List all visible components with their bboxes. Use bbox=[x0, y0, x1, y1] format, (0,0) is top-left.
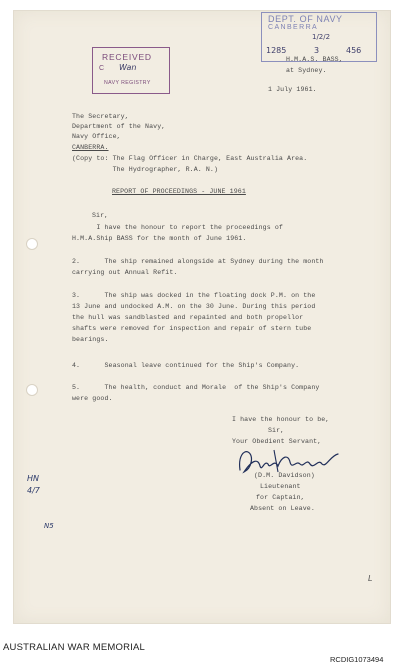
ship-name-line: H.M.A.S. BASS, bbox=[286, 56, 343, 63]
margin-date: 4/7 bbox=[27, 486, 40, 495]
paragraph-3-line: shafts were removed for inspection and repair of stern tube bbox=[72, 325, 312, 332]
punch-hole-bottom bbox=[26, 384, 38, 396]
received-code: C bbox=[99, 65, 105, 72]
paragraph-2-line: 2. The ship remained alongside at Sydney during the month bbox=[72, 258, 324, 265]
received-label: RECEIVED bbox=[102, 52, 152, 62]
paragraph-3-line: 3. The ship was docked in the floating dock P.M. on the bbox=[72, 292, 316, 299]
stamp-file-ref: 1/2/2 bbox=[312, 33, 331, 41]
closing-line: Sir, bbox=[268, 427, 285, 434]
received-stamp bbox=[92, 47, 170, 94]
paragraph-3-line: bearings. bbox=[72, 336, 109, 343]
location-line: at Sydney. bbox=[286, 67, 327, 74]
closing-line: I have the honour to be, bbox=[232, 416, 330, 423]
paragraph-5-line: were good. bbox=[72, 395, 113, 402]
archive-footer-title: AUSTRALIAN WAR MEMORIAL bbox=[3, 642, 146, 653]
received-handwriting: Wan bbox=[119, 63, 137, 72]
closing-line: Your Obedient Servant, bbox=[232, 438, 322, 445]
paragraph-4-line: 4. Seasonal leave continued for the Ship's Company. bbox=[72, 362, 300, 369]
stamp-number-3: 456 bbox=[346, 46, 362, 55]
signatory-capacity: for Captain, bbox=[256, 494, 305, 501]
paragraph-2-line: carrying out Annual Refit. bbox=[72, 269, 178, 276]
paragraph-3-line: the hull was sandblasted and repainted and both propellor bbox=[72, 314, 304, 321]
stamp-city-line: CANBERRA bbox=[268, 24, 319, 31]
signatory-rank: Lieutenant bbox=[260, 483, 301, 490]
paragraph-1-line: I have the honour to report the proceedings of bbox=[72, 224, 283, 231]
address-line: Department of the Navy, bbox=[72, 123, 166, 130]
navy-department-stamp bbox=[261, 12, 377, 62]
signatory-name: (D.M. Davidson) bbox=[254, 472, 315, 479]
copy-to-line: The Hydrographer, R.A. N.) bbox=[72, 166, 219, 173]
corner-mark: L bbox=[368, 574, 373, 583]
margin-initials: HN bbox=[27, 474, 39, 483]
report-subject: REPORT OF PROCEEDINGS - JUNE 1961 bbox=[112, 188, 246, 195]
punch-hole-top bbox=[26, 238, 38, 250]
stamp-dept-line: DEPT. OF NAVY bbox=[268, 14, 343, 24]
paragraph-1-line: H.M.A.Ship BASS for the month of June 1961. bbox=[72, 235, 247, 242]
signatory-note: Absent on Leave. bbox=[250, 505, 315, 512]
address-line: Navy Office, bbox=[72, 133, 121, 140]
archive-record-id: RCDIG1073494 bbox=[330, 655, 384, 664]
navy-registry-label: NAVY REGISTRY bbox=[104, 80, 151, 86]
address-city: CANBERRA. bbox=[72, 144, 109, 151]
salutation: Sir, bbox=[92, 212, 109, 219]
stamp-number-2: 3 bbox=[314, 46, 320, 55]
letter-date: 1 July 1961. bbox=[268, 86, 317, 93]
address-line: The Secretary, bbox=[72, 113, 129, 120]
stamp-number-1: 1285 bbox=[266, 46, 287, 55]
paragraph-3-line: 13 June and undocked A.M. on the 30 June. During this period bbox=[72, 303, 316, 310]
margin-note: N5 bbox=[44, 522, 54, 530]
copy-to-line: (Copy to: The Flag Officer in Charge, East Australia Area. bbox=[72, 155, 308, 162]
paragraph-5-line: 5. The health, conduct and Morale of the Ship's Company bbox=[72, 384, 320, 391]
